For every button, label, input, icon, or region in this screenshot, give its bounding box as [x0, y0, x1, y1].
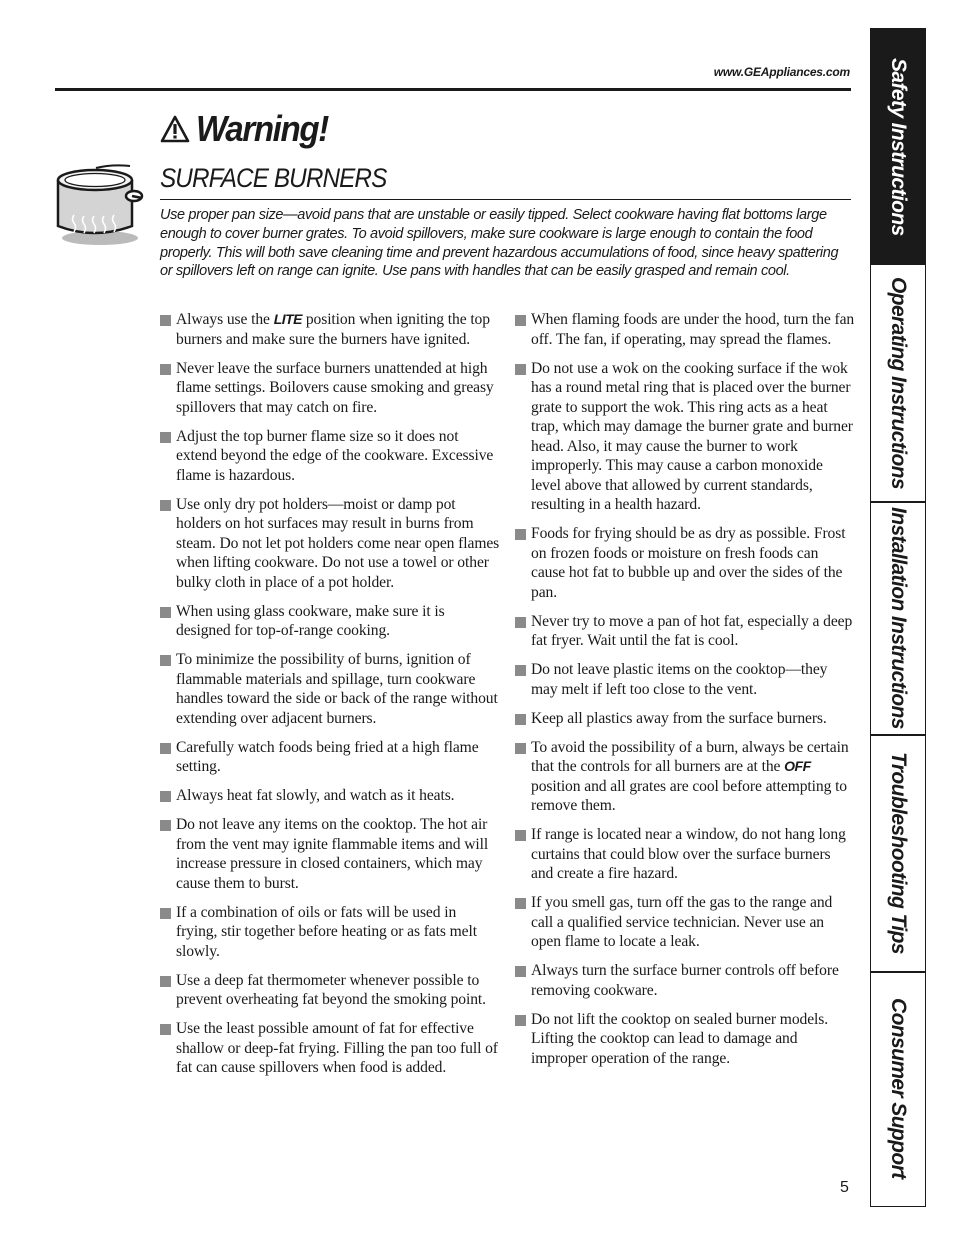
section-intro: Use proper pan size—avoid pans that are unstable or easily tipped. Select cookware having flat bottoms large enough to cover burner grates. To avoid spillovers, make sure cookware is large enough to contain the food properly. This will both save cleaning time and prevent hazardous accumulations of food, since heavy spattering or spillovers left on range can ignite. Use pans with handles that can be easily grasped and remain cool.: [160, 207, 839, 280]
bullet-square-icon: [160, 607, 171, 618]
tab-safety-instructions[interactable]: Safety Instructions: [871, 29, 925, 265]
list-item: Do not lift the cooktop on sealed burner models. Lifting the cooktop can lead to damage and improper operation of the range.: [515, 1010, 855, 1069]
tab-troubleshooting-tips[interactable]: Troubleshooting Tips: [887, 752, 910, 954]
list-item: Use a deep fat thermometer whenever possible to prevent overheating fat beyond the smoking point.: [160, 971, 500, 1010]
warning-heading: [160, 108, 339, 150]
list-item: Use only dry pot holders—moist or damp pot holders on hot surfaces may result in burns from steam. Do not let pot holders come near open flames when lifting cookware. Do not use a towel or other bulky cloth in place of a pot holder.: [160, 495, 500, 593]
tab-installation-instructions[interactable]: Installation Instructions: [887, 507, 910, 729]
header-rule: [55, 88, 851, 91]
list-item: If a combination of oils or fats will be used in frying, stir together before heating or as fats melt slowly.: [160, 903, 500, 962]
bullet-square-icon: [160, 364, 171, 375]
page-number: 5: [840, 1179, 849, 1196]
section-title: SURFACE BURNERS: [160, 163, 387, 193]
list-item: Adjust the top burner flame size so it does not extend beyond the edge of the cookware. Excessive flame is hazardous.: [160, 427, 500, 486]
list-item: Always turn the surface burner controls off before removing cookware.: [515, 961, 855, 1000]
list-item: Always heat fat slowly, and watch as it heats.: [160, 786, 500, 806]
list-item: If you smell gas, turn off the gas to the range and call a qualified service technician. Never use an open flame to locate a leak.: [515, 893, 855, 952]
bullet-square-icon: [160, 432, 171, 443]
list-item: Never try to move a pan of hot fat, especially a deep fat fryer. Wait until the fat is cool.: [515, 612, 855, 651]
bullet-square-icon: [160, 791, 171, 802]
list-item: Keep all plastics away from the surface burners.: [515, 709, 855, 729]
section-tabs-sidebar: [870, 28, 926, 1207]
bullet-square-icon: [160, 976, 171, 987]
section-rule: [160, 199, 851, 200]
list-item: To minimize the possibility of burns, ignition of flammable materials and spillage, turn cookware handles toward the side or back of the range without extending over adjacent burners.: [160, 650, 500, 728]
bullet-square-icon: [515, 830, 526, 841]
list-item: Do not leave plastic items on the cooktop—they may melt if left too close to the vent.: [515, 660, 855, 699]
bullet-square-icon: [160, 820, 171, 831]
list-item: Carefully watch foods being fried at a high flame setting.: [160, 738, 500, 777]
list-item: Never leave the surface burners unattended at high flame settings. Boilovers cause smoking and greasy spillovers that may catch on fire.: [160, 359, 500, 418]
bullet-square-icon: [160, 743, 171, 754]
list-item: When flaming foods are under the hood, turn the fan off. The fan, if operating, may spread the flames.: [515, 310, 855, 349]
list-item: Use the least possible amount of fat for effective shallow or deep-fat frying. Filling the pan too full of fat can cause spillovers when food is added.: [160, 1019, 500, 1078]
bullet-square-icon: [515, 743, 526, 754]
website-url: www.GEAppliances.com: [713, 65, 850, 79]
bullet-square-icon: [160, 500, 171, 511]
list-item: To avoid the possibility of a burn, always be certain that the controls for all burners are at the OFF position and all grates are cool before attempting to remove them.: [515, 738, 855, 816]
tab-operating-instructions[interactable]: Operating Instructions: [887, 277, 910, 489]
cooking-pot-icon: [52, 160, 148, 250]
left-column: [160, 310, 500, 1087]
bullet-square-icon: [160, 1024, 171, 1035]
list-item: Do not leave any items on the cooktop. The hot air from the vent may ignite flammable items and will increase pressure in closed containers, which may cause them to burst.: [160, 815, 500, 893]
right-column: [515, 310, 855, 1078]
bullet-square-icon: [160, 655, 171, 666]
list-item: Always use the LITE position when igniting the top burners and make sure the burners have ignited.: [160, 310, 500, 349]
bullet-square-icon: [515, 617, 526, 628]
bullet-square-icon: [160, 908, 171, 919]
list-item: When using glass cookware, make sure it is designed for top-of-range cooking.: [160, 602, 500, 641]
bullet-square-icon: [515, 315, 526, 326]
bullet-square-icon: [515, 898, 526, 909]
list-item: Foods for frying should be as dry as possible. Frost on frozen foods or moisture on fresh foods can cause hot fat to bubble up and over the sides of the pan.: [515, 524, 855, 602]
bullet-square-icon: [515, 714, 526, 725]
bullet-square-icon: [515, 1015, 526, 1026]
bullet-square-icon: [515, 364, 526, 375]
bullet-square-icon: [515, 966, 526, 977]
control-keyword: OFF: [784, 758, 811, 774]
tab-consumer-support[interactable]: Consumer Support: [887, 998, 910, 1179]
bullet-square-icon: [160, 315, 171, 326]
bullet-square-icon: [515, 529, 526, 540]
warning-triangle-icon: [160, 115, 190, 143]
list-item: If range is located near a window, do not hang long curtains that could blow over the surface burners and create a fire hazard.: [515, 825, 855, 884]
bullet-square-icon: [515, 665, 526, 676]
control-keyword: LITE: [273, 311, 303, 327]
warning-title: Warning!: [196, 108, 328, 149]
list-item: Do not use a wok on the cooking surface if the wok has a round metal ring that is placed over the burner grate to support the wok. This ring acts as a heat trap, which may damage the burner grate and burner head. Also, it may cause the burner to work improperly. This may cause a carbon monoxide level above that allowed by current standards, resulting in a health hazard.: [515, 359, 855, 515]
